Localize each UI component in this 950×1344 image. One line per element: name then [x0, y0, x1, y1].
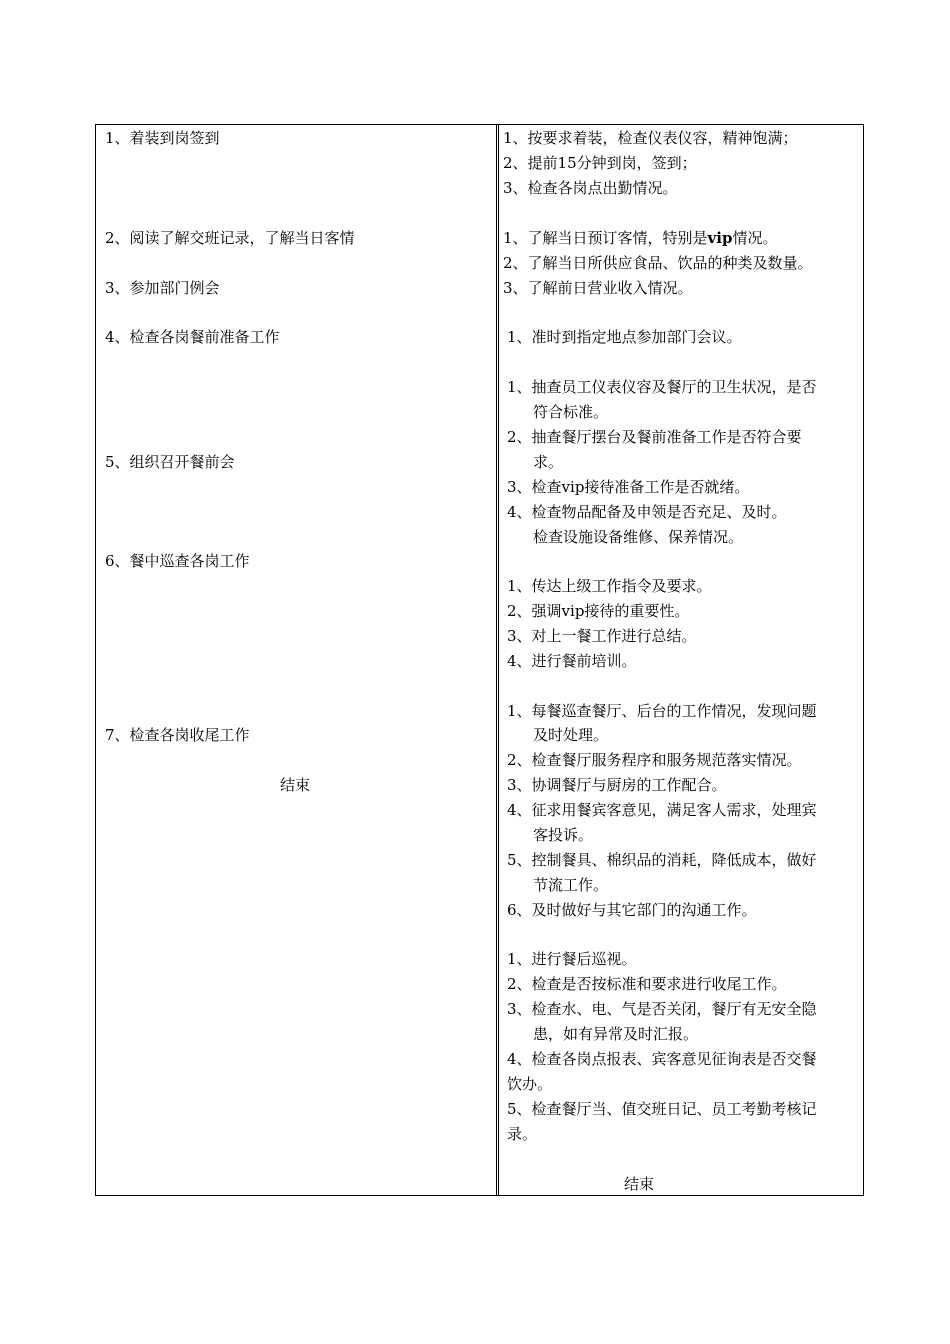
detail-line: 1、传达上级工作指令及要求。: [507, 577, 712, 595]
detail-line: 客投诉。: [533, 826, 594, 844]
detail-line: 5、控制餐具、棉织品的消耗，降低成本，做好: [507, 851, 817, 869]
detail-line: 6、及时做好与其它部门的沟通工作。: [507, 901, 757, 919]
detail-line: 3、对上一餐工作进行总结。: [507, 627, 697, 645]
vip-term: vip: [707, 229, 733, 247]
detail-line: 1、抽查员工仪表仪容及餐厅的卫生状况，是否: [507, 378, 817, 396]
detail-line: 求。: [533, 453, 564, 471]
step-title: 3、参加部门例会: [105, 279, 220, 297]
step-title: 6、餐中巡查各岗工作: [105, 552, 250, 570]
detail-line: 检查设施设备维修、保养情况。: [533, 528, 744, 546]
detail-line: 3、检查水、电、气是否关闭，餐厅有无安全隐: [507, 1000, 817, 1018]
detail-line: 节流工作。: [533, 876, 609, 894]
detail-line: 4、检查各岗点报表、宾客意见征询表是否交餐: [507, 1050, 817, 1068]
detail-line: 1、准时到指定地点参加部门会议。: [507, 328, 742, 346]
detail-line: 3、检查各岗点出勤情况。: [503, 179, 678, 197]
detail-line: 1、按要求着装，检查仪表仪容，精神饱满；: [503, 129, 798, 147]
right-end-label: 结束: [624, 1175, 655, 1193]
detail-line: 2、提前15分钟到岗，签到；: [503, 154, 697, 172]
detail-line: [503, 226, 777, 251]
detail-line: 3、协调餐厅与厨房的工作配合。: [507, 776, 727, 794]
step-title: 1、着装到岗签到: [105, 129, 220, 147]
step-title: 4、检查各岗餐前准备工作: [105, 328, 280, 346]
detail-line: 饮办。: [507, 1075, 553, 1093]
detail-line: 患，如有异常及时汇报。: [533, 1025, 699, 1043]
detail-line: 4、进行餐前培训。: [507, 652, 637, 670]
detail-line: 1、进行餐后巡视。: [507, 950, 637, 968]
left-end-label: 结束: [280, 776, 311, 794]
detail-line: 4、征求用餐宾客意见，满足客人需求，处理宾: [507, 801, 817, 819]
detail-line: 4、检查物品配备及申领是否充足、及时。: [507, 503, 787, 521]
column-divider: [496, 124, 499, 1196]
step-title: 7、检查各岗收尾工作: [105, 726, 250, 744]
detail-line: 符合标准。: [533, 403, 609, 421]
detail-line: 2、了解当日所供应食品、饮品的种类及数量。: [503, 254, 813, 272]
detail-line: 1、每餐巡查餐厅、后台的工作情况，发现问题: [507, 702, 817, 720]
detail-text: 1、了解当日预订客情，特别是: [503, 229, 708, 247]
step-title: 5、组织召开餐前会: [105, 453, 235, 471]
detail-line: 3、了解前日营业收入情况。: [503, 279, 693, 297]
detail-line: 2、强调vip接待的重要性。: [507, 602, 690, 620]
step-title: 2、阅读了解交班记录，了解当日客情: [105, 229, 355, 247]
detail-line: 2、抽查餐厅摆台及餐前准备工作是否符合要: [507, 428, 802, 446]
detail-line: 2、检查餐厅服务程序和服务规范落实情况。: [507, 751, 802, 769]
detail-line: 及时处理。: [533, 726, 609, 744]
detail-line: 5、检查餐厅当、值交班日记、员工考勤考核记: [507, 1100, 817, 1118]
detail-line: 2、检查是否按标准和要求进行收尾工作。: [507, 975, 787, 993]
detail-text: 情况。: [732, 229, 778, 247]
detail-line: 3、检查vip接待准备工作是否就绪。: [507, 478, 750, 496]
detail-line: 录。: [507, 1125, 538, 1143]
